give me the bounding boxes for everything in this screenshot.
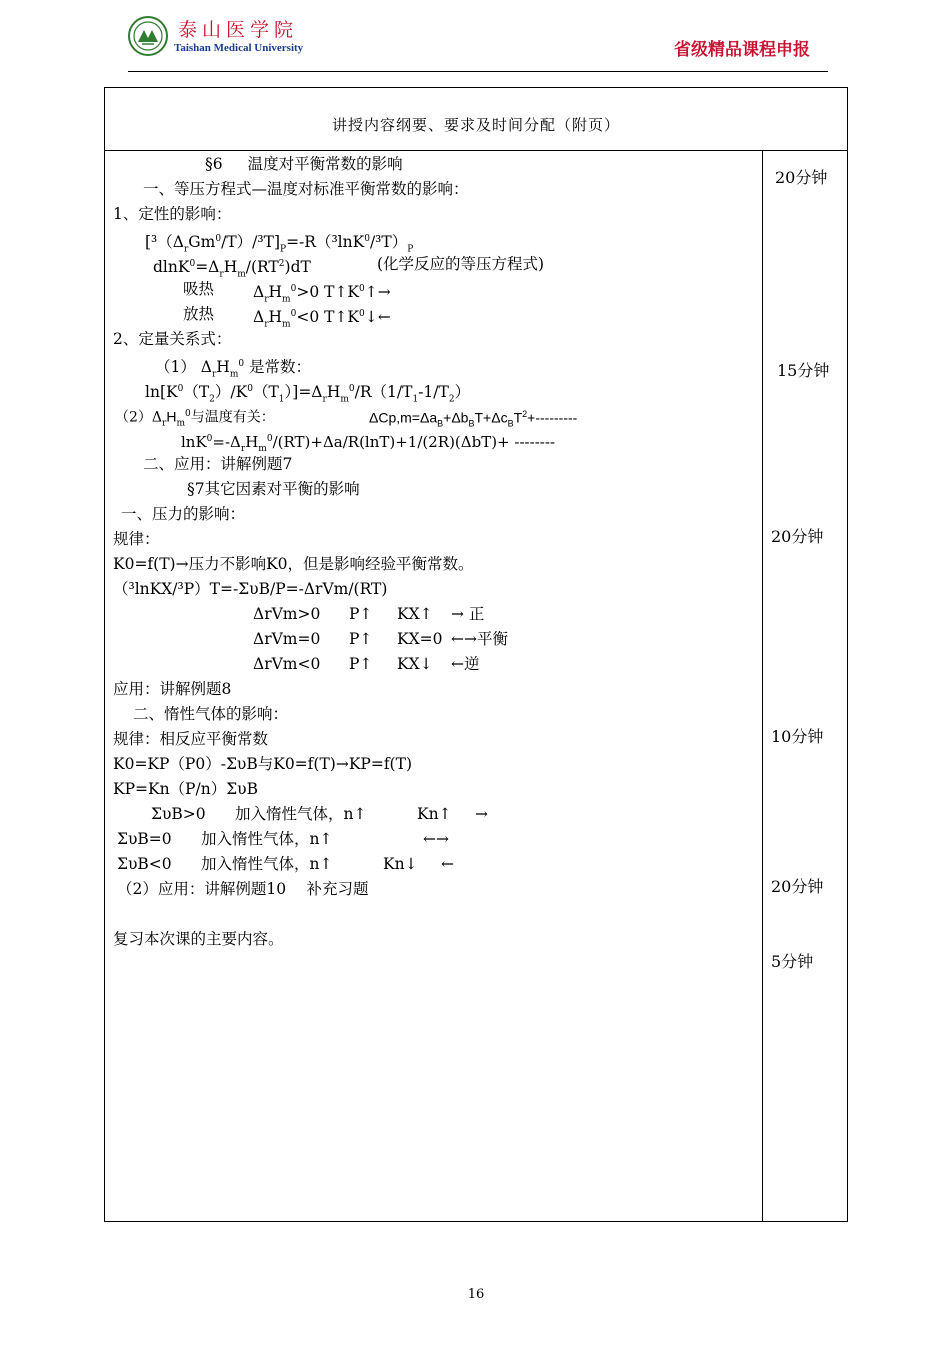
formula-cell: ΔrVm=0 — [253, 630, 321, 648]
formula-cell: KX↓ — [397, 655, 433, 673]
section-title: 温度对平衡常数的影响 — [247, 155, 403, 173]
formula-line: $\ln[K^0(T_2)/K^0(T_1)]=\Delta_rH_m^0/R(1/T_1-1/T_2)$ — [145, 383, 471, 405]
formula-cell: ΔrVm>0 — [253, 605, 321, 623]
formula-line: $dlnK^0=\Delta_rH_m/(RT^2)dT$ — [153, 258, 311, 280]
formula-cell: ΣυB>0 — [151, 805, 206, 823]
table-title: 讲授内容纲要、要求及时间分配（附页） — [331, 116, 620, 134]
time-allocation: 20分钟 — [775, 168, 828, 187]
formula-line: $(2)\Delta_rH_m^0$与温度有关： — [115, 408, 275, 429]
formula-cell: 加入惰性气体，n↑ — [201, 830, 333, 848]
content-line: 复习本次课的主要内容。 — [113, 930, 284, 948]
formula-cell: P↑ — [349, 605, 373, 623]
formula-cell: ←逆 — [451, 655, 480, 673]
formula-cell: ΣυB=0 — [117, 830, 172, 848]
time-allocation: 10分钟 — [771, 727, 824, 746]
content-line: 吸热 — [183, 280, 215, 298]
page-number: 16 — [467, 1287, 485, 1302]
content-line: 1、定性的影响： — [113, 205, 232, 223]
content-line: K0=f(T)→压力不影响K0，但是影响经验平衡常数。 — [113, 555, 474, 573]
content-line: （2）应用：讲解例题10 补充习题 — [117, 880, 369, 898]
formula-cell: ΔrVm<0 — [253, 655, 321, 673]
formula-cell: ←→平衡 — [451, 630, 508, 648]
formula-line: $\Delta_rH_m^0<0$ $T↑K^0↓\leftarrow$ — [253, 308, 391, 330]
syllabus-table — [104, 87, 848, 1222]
section-6-heading — [205, 154, 403, 174]
content-line: 二、应用：讲解例题7 — [143, 455, 293, 473]
university-emblem-icon — [128, 16, 168, 56]
school-name-cn: 泰山医学院 — [178, 19, 299, 41]
content-line: 一、压力的影响： — [121, 505, 246, 523]
formula-cell: ΣυB<0 — [117, 855, 172, 873]
formula-line: K0=KP（P0）-ΣυB与K0=f(T)→KP=f(T) — [113, 755, 412, 773]
time-allocation: 15分钟 — [777, 361, 830, 380]
formula-line: KP=Kn（P/n）ΣυB — [113, 780, 258, 798]
formula-cell: 加入惰性气体，n↑ — [201, 855, 333, 873]
time-allocation: 5分钟 — [771, 952, 814, 971]
content-line: 规律：相反应平衡常数 — [113, 730, 269, 748]
formula-cell: Kn↓ — [383, 855, 418, 873]
time-allocation: 20分钟 — [771, 877, 824, 896]
formula-cell: 加入惰性气体，n↑ — [235, 805, 367, 823]
content-line: 2、定量关系式： — [113, 330, 232, 348]
content-line: 放热 — [183, 305, 215, 323]
section-number: §6 — [205, 155, 223, 173]
formula-cell: ← — [441, 855, 454, 873]
column-divider — [762, 150, 763, 1221]
formula-line: （1） $\Delta_rH_m^0$ 是常数： — [155, 358, 312, 380]
content-line: 规律： — [113, 530, 160, 548]
formula-cell: Kn↑ — [417, 805, 452, 823]
formula-line: $\Delta_rH_m^0>0$ $T↑K^0↑\to$ — [253, 283, 391, 305]
formula-line: $\ln K^0=-\Delta_rH_m^0/(RT)+\Delta a/R(\ln T)+1/(2R)(\Delta bT)+$ -------- — [181, 433, 555, 454]
formula-note: (化学反应的等压方程式) — [377, 255, 545, 273]
content-line: 一、等压方程式—温度对标准平衡常数的影响： — [143, 180, 469, 198]
content-line: 应用：讲解例题8 — [113, 680, 232, 698]
formula-line: $\Delta Cp,m=\Delta a_B+\Delta b_BT+\Delta c_BT^2+---------$ — [369, 409, 578, 429]
formula-cell: KX=0 — [397, 630, 443, 648]
content-line: 二、惰性气体的影响： — [133, 705, 289, 723]
formula-cell: → 正 — [451, 605, 485, 623]
formula-cell: P↑ — [349, 655, 373, 673]
formula-cell: P↑ — [349, 630, 373, 648]
header-divider — [128, 71, 828, 72]
formula-cell: → — [475, 805, 488, 823]
formula-line: $[^3(\Delta_rGm^0/T)/^3T]_P=-R(^3\ln K^0/^3T)_P$ — [145, 233, 414, 255]
time-allocation: 20分钟 — [771, 527, 824, 546]
school-name-en: Taishan Medical University — [174, 42, 304, 54]
formula-cell: ←→ — [423, 830, 449, 848]
page-header — [0, 0, 952, 80]
section-7-heading: §7其它因素对平衡的影响 — [187, 480, 360, 498]
table-title-row — [105, 88, 847, 151]
formula-cell: KX↑ — [397, 605, 433, 623]
course-title: 省级精品课程申报 — [674, 40, 810, 60]
formula-line: （³lnKX/³P）T=-ΣυB/P=-ΔrVm/(RT) — [113, 580, 388, 598]
